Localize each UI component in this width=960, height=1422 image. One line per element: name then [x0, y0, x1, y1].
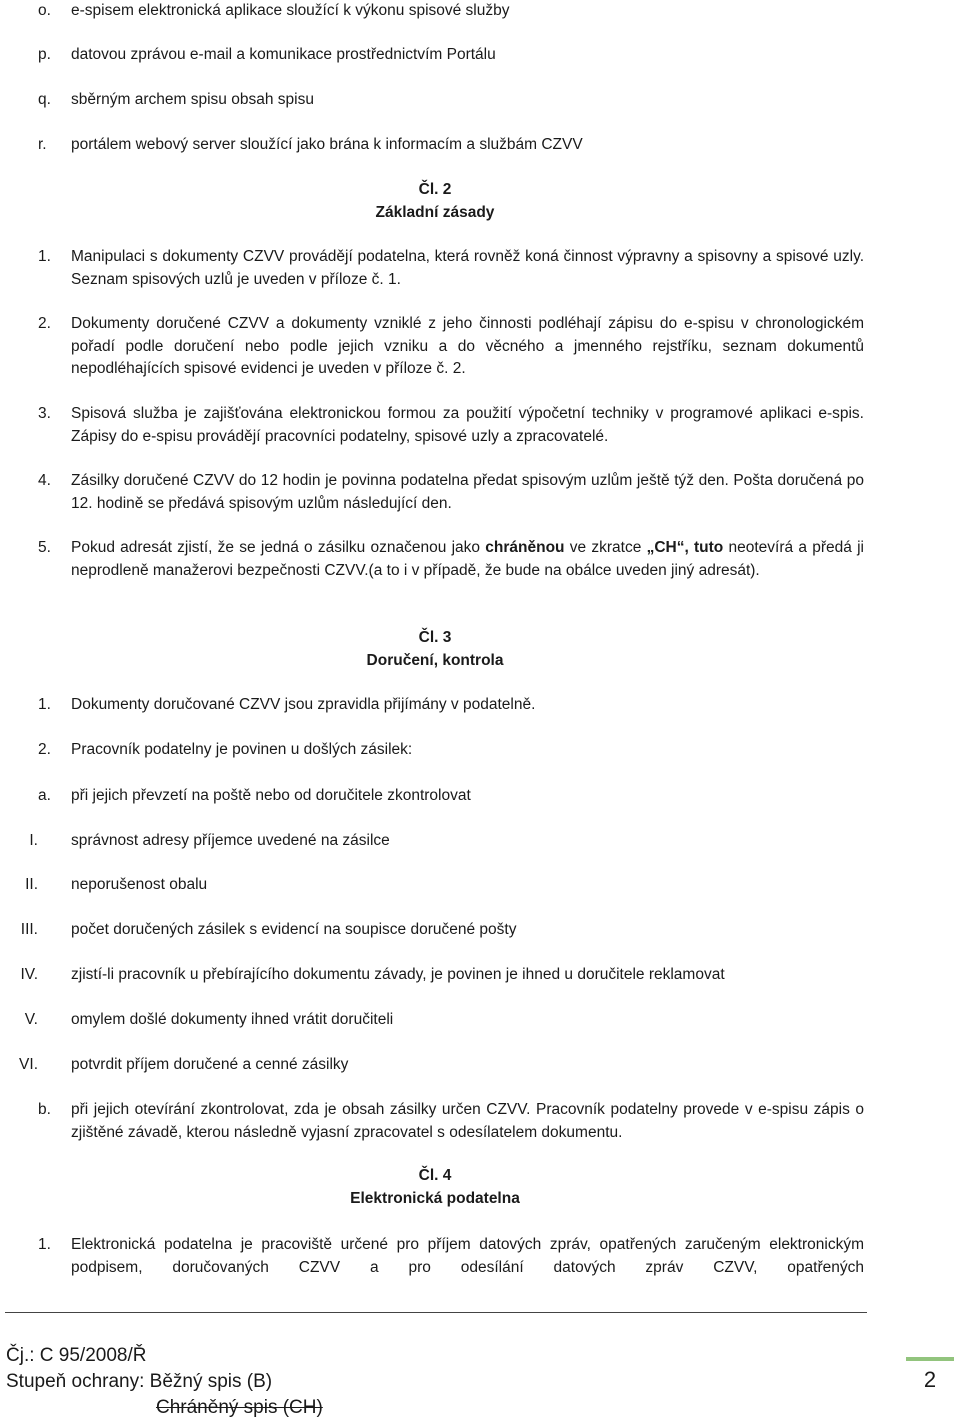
list-marker: 1. [38, 696, 51, 713]
list-item: potvrdit příjem doručené a cenné zásilky [71, 1056, 349, 1073]
list-item [71, 537, 864, 582]
list-marker: 2. [38, 741, 51, 758]
list-item: datovou zprávou e-mail a komunikace prostřednictvím Portálu [71, 46, 496, 63]
section-title: Doručení, kontrola [366, 652, 504, 669]
list-marker: p. [38, 46, 51, 63]
list-marker: o. [38, 2, 51, 19]
section-heading: Čl. 4 [418, 1167, 452, 1184]
list-marker: V. [24, 1011, 38, 1028]
list-item: Dokumenty doručované CZVV jsou zpravidla přijímány v podatelně. [71, 696, 536, 713]
list-item: při jejich převzetí na poště nebo od doručitele zkontrolovat [71, 787, 471, 804]
list-item: e-spisem elektronická aplikace sloužící k výkonu spisové služby [71, 2, 510, 19]
list-item: Dokumenty doručené CZVV a dokumenty vzniklé z jeho činnosti podléhají zápisu do e-spisu v chronologickém pořadí podle doručení nebo podle jejich vzniku a do věcného a jmenného rejstříku, seznam dokumentů nepodléhajících spisové evidenci je uveden v příloze č. 2. [71, 315, 864, 377]
list-marker: r. [38, 136, 47, 153]
list-marker: III. [20, 921, 38, 938]
section-title: Elektronická podatelna [350, 1190, 520, 1207]
list-item: Elektronická podatelna je pracoviště určené pro příjem datových zpráv, opatřených zaručeným elektronickým podpisem, doručovaných CZVV a pro odesílání datových zpráv CZVV, opatřených [71, 1236, 864, 1276]
list-marker: 1. [38, 1236, 51, 1253]
protection-level-struck: Chráněný spis (CH) [156, 1397, 323, 1418]
list-item: omylem došlé dokumenty ihned vrátit doručiteli [71, 1011, 394, 1028]
list-item: Zásilky doručené CZVV do 12 hodin je povinna podatelna předat spisovým uzlům ještě týž den. Pošta doručená po 12. hodině se předává spisovým uzlům následující den. [71, 472, 864, 512]
list-item: Pracovník podatelny je povinen u došlých zásilek: [71, 741, 413, 758]
section-title: Základní zásady [375, 204, 495, 221]
protection-level: Stupeň ochrany: Běžný spis (B) [6, 1371, 273, 1392]
list-item: Manipulaci s dokumenty CZVV provádějí podatelna, která rovněž koná činnost výpravny a spisovny a spisové uzly. Seznam spisových uzlů je uveden v příloze č. 1. [71, 248, 864, 288]
list-marker: b. [38, 1101, 51, 1118]
list-marker: a. [38, 787, 51, 804]
list-marker: 3. [38, 405, 51, 422]
list-marker: VI. [19, 1056, 38, 1073]
list-item: portálem webový server sloužící jako brána k informacím a službám CZVV [71, 136, 583, 153]
emphasis-text: chráněnou [485, 539, 565, 556]
list-item: sběrným archem spisu obsah spisu [71, 91, 314, 108]
list-marker: IV. [20, 966, 38, 983]
item-text: neotevírá a předá ji neprodleně manažerovi bezpečnosti CZVV.(a to i v případě, že bude na obálce uveden jiný adresát). [71, 539, 864, 579]
item-text: ve zkratce [564, 539, 647, 556]
list-marker: 1. [38, 248, 51, 265]
list-item: zjistí-li pracovník u přebírajícího dokumentu závady, je povinen je ihned u doručitele reklamovat [71, 966, 725, 983]
list-item: Spisová služba je zajišťována elektronickou formou za použití výpočetní techniky v programové aplikaci e-spis. Zápisy do e-spisu provádějí pracovníci podatelny, spisové uzly a zpracovatelé. [71, 405, 864, 445]
list-marker: I. [29, 832, 38, 849]
page-number: 2 [923, 1367, 937, 1392]
list-marker: II. [25, 876, 38, 893]
reference-number: Čj.: C 95/2008/Ř [6, 1345, 147, 1366]
list-item: neporušenost obalu [71, 876, 208, 893]
list-marker: 2. [38, 315, 51, 332]
item-text: Pokud adresát zjistí, že se jedná o zásilku označenou jako [71, 539, 486, 556]
list-item: počet doručených zásilek s evidencí na soupisce doručené pošty [71, 921, 517, 938]
list-marker: q. [38, 91, 51, 108]
list-item: při jejich otevírání zkontrolovat, zda je obsah zásilky určen CZVV. Pracovník podatelny provede v e-spisu zápis o zjištěné závadě, kterou následně vyjasní zpracovatel s odesílatelem dokumentu. [71, 1101, 864, 1141]
section-heading: Čl. 3 [418, 629, 452, 646]
page-accent-bar [906, 1357, 954, 1361]
list-marker: 4. [38, 472, 51, 489]
list-marker: 5. [38, 539, 51, 556]
footer-divider [5, 1312, 867, 1313]
emphasis-text: „CH“, tuto [646, 539, 724, 556]
section-heading: Čl. 2 [418, 181, 452, 198]
page-number-box [906, 1357, 954, 1421]
list-item: správnost adresy příjemce uvedené na zásilce [71, 832, 390, 849]
